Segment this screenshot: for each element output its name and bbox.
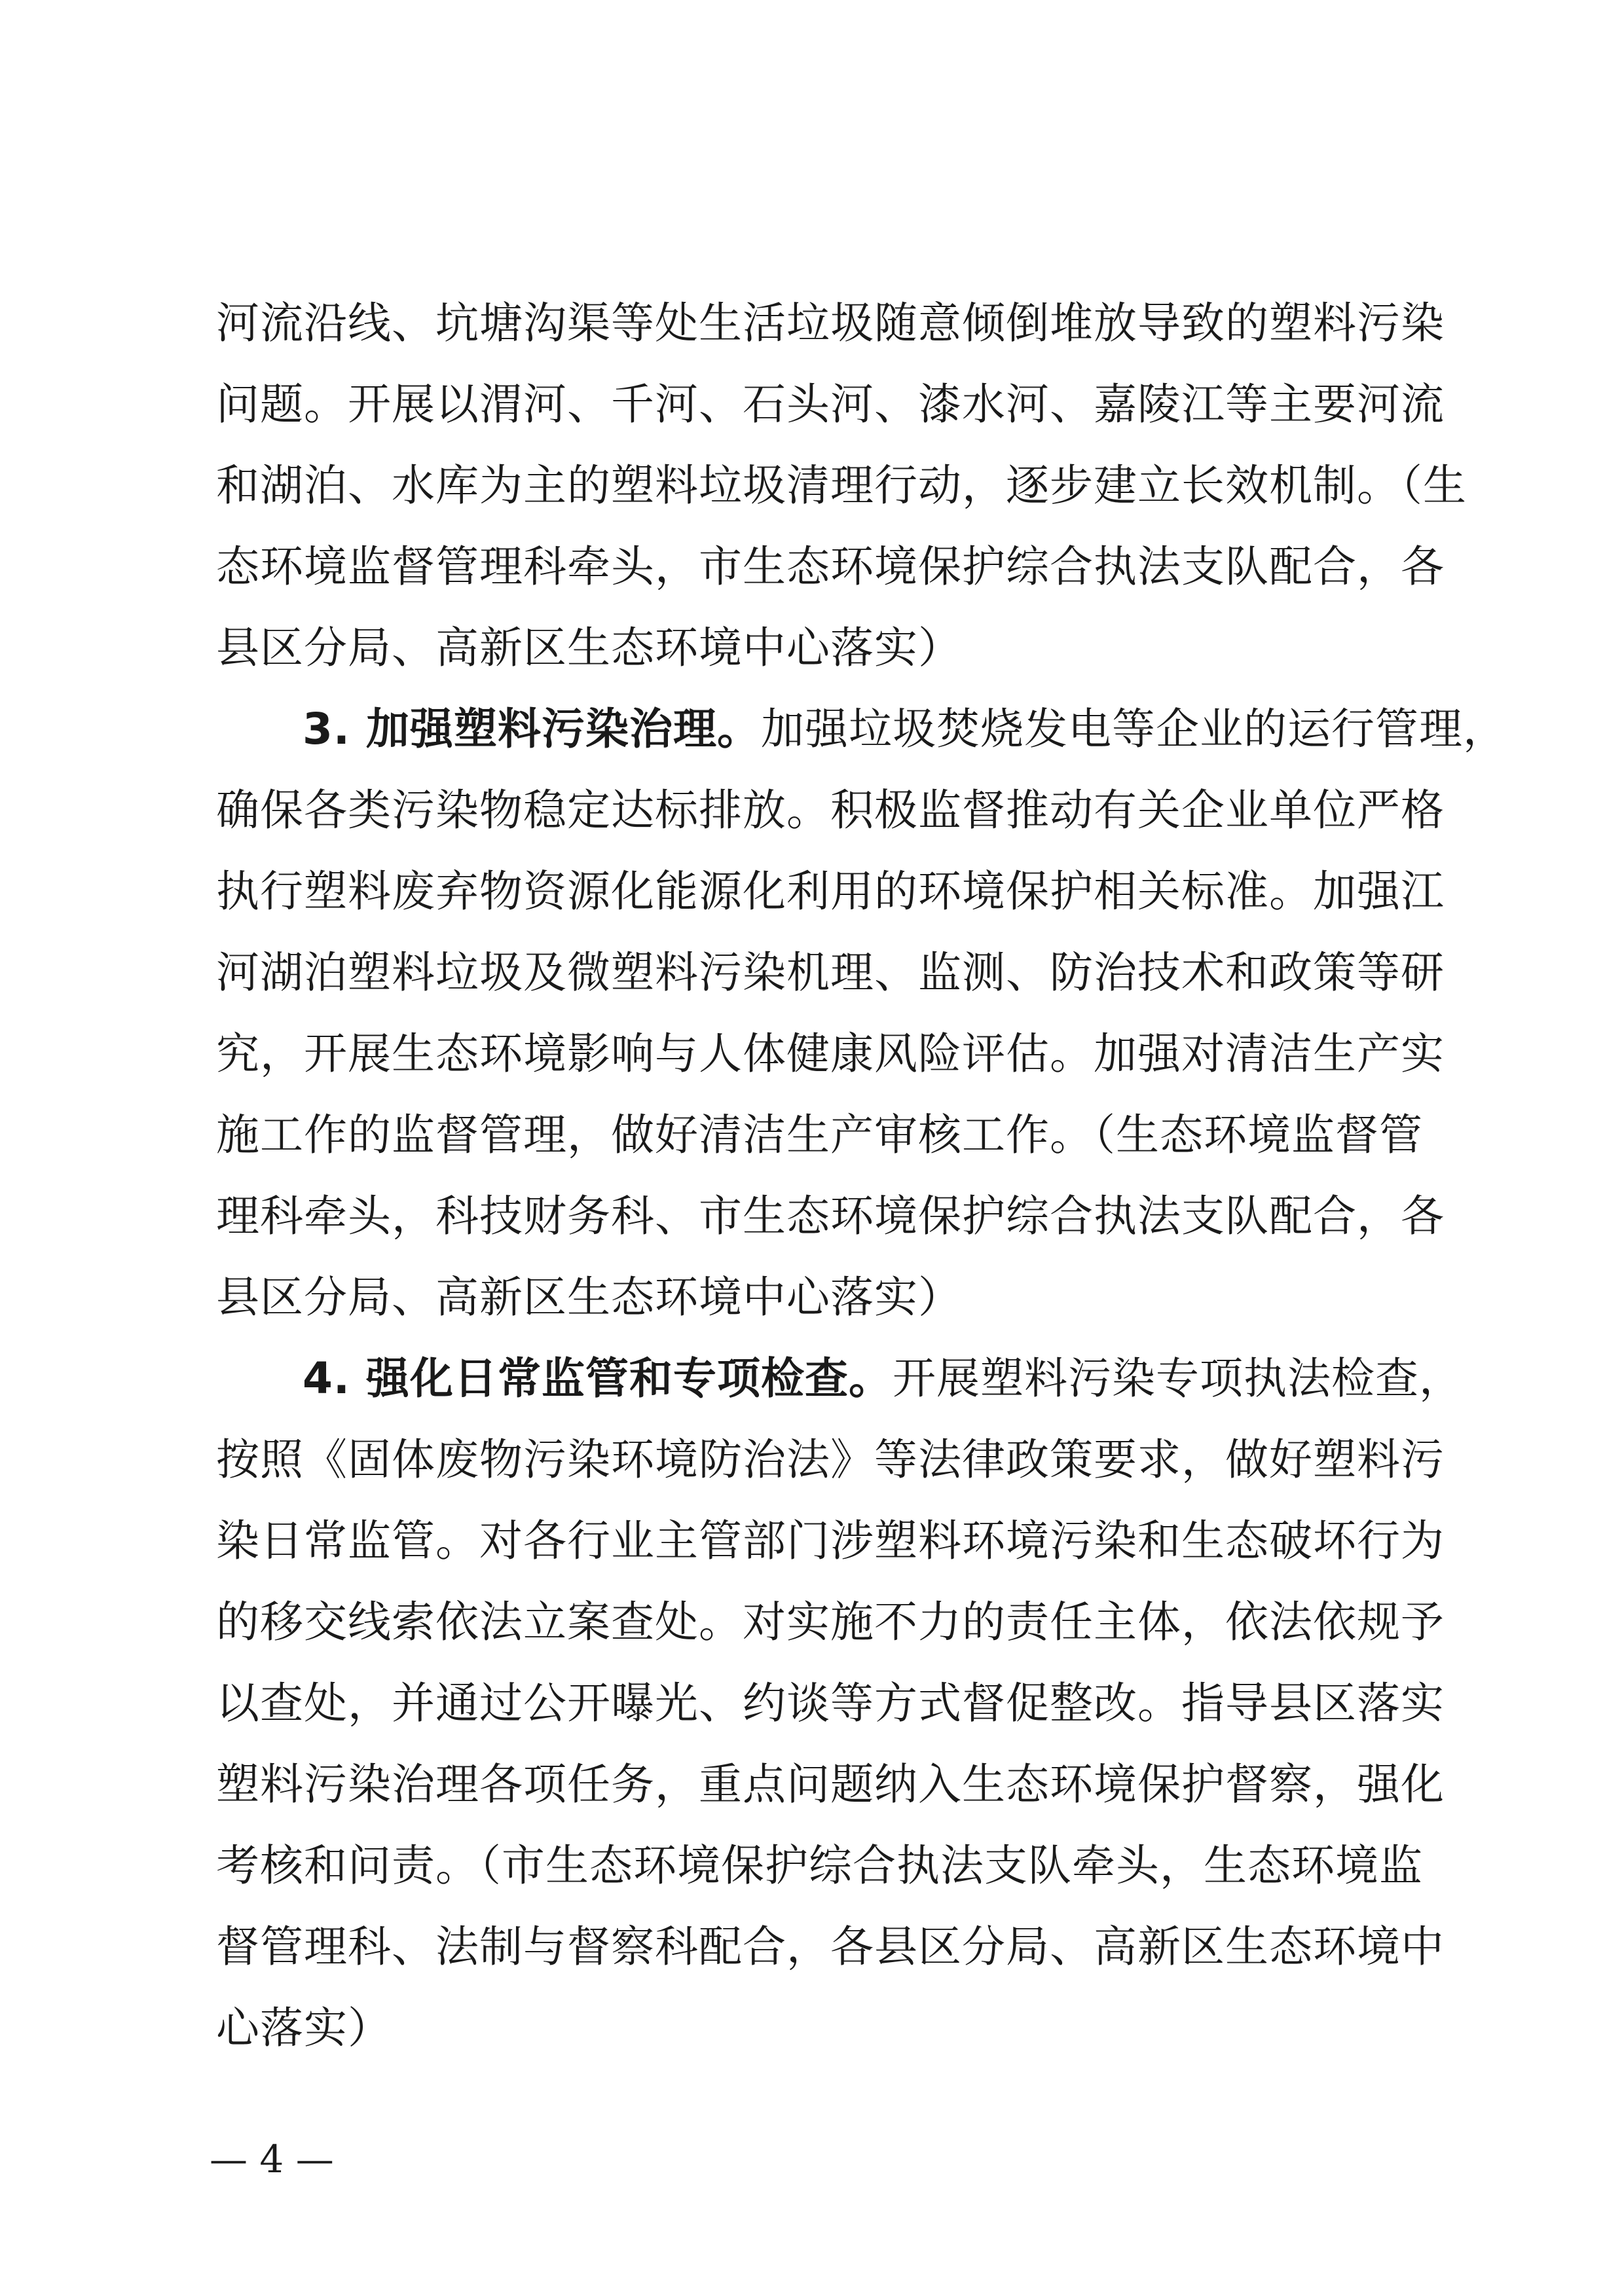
paragraph-line: 县区分局、高新区生态环境中心落实） bbox=[216, 1272, 962, 1322]
paragraph-line: 塑料污染治理各项任务，重点问题纳入生态环境保护督察，强化 bbox=[216, 1759, 1445, 1810]
paragraph-line: 究，开展生态环境影响与人体健康风险评估。加强对清洁生产实 bbox=[216, 1029, 1445, 1079]
paragraph-line: 理科牵头，科技财务科、市生态环境保护综合执法支队配合，各 bbox=[216, 1191, 1445, 1241]
paragraph-line: 心落实） bbox=[216, 2003, 392, 2053]
paragraph-line: 考核和问责。（市生态环境保护综合执法支队牵头，生态环境监 bbox=[216, 1840, 1423, 1891]
paragraph-line: 确保各类污染物稳定达标排放。积极监督推动有关企业单位严格 bbox=[216, 785, 1445, 835]
item-3-first-line bbox=[216, 689, 1507, 770]
paragraph-line: 执行塑料废弃物资源化能源化利用的环境保护相关标准。加强江 bbox=[216, 866, 1445, 917]
document-body bbox=[216, 283, 1507, 2069]
item-4-first-line bbox=[216, 1338, 1463, 1419]
item-4-first-line-text: 开展塑料污染专项执法检查， bbox=[892, 1353, 1463, 1404]
item-3-first-line-text: 加强垃圾焚烧发电等企业的运行管理， bbox=[760, 704, 1507, 754]
paragraph-line: 县区分局、高新区生态环境中心落实） bbox=[216, 623, 962, 673]
item-4-heading: 4. 强化日常监管和专项检查。 bbox=[303, 1353, 893, 1404]
paragraph-line: 河流沿线、坑塘沟渠等处生活垃圾随意倾倒堆放导致的塑料污染 bbox=[216, 298, 1445, 348]
item-3-heading: 3. 加强塑料污染治理。 bbox=[303, 704, 761, 754]
paragraph-line: 问题。开展以渭河、千河、石头河、漆水河、嘉陵江等主要河流 bbox=[216, 379, 1445, 429]
paragraph-line: 按照《固体废物污染环境防治法》等法律政策要求，做好塑料污 bbox=[216, 1434, 1445, 1485]
paragraph-line: 以查处，并通过公开曝光、约谈等方式督促整改。指导县区落实 bbox=[216, 1678, 1445, 1728]
paragraph-line: 染日常监管。对各行业主管部门涉塑料环境污染和生态破坏行为 bbox=[216, 1516, 1445, 1566]
paragraph-line: 态环境监督管理科牵头，市生态环境保护综合执法支队配合，各 bbox=[216, 541, 1445, 592]
page-number: — 4 — bbox=[210, 2137, 334, 2181]
paragraph-line: 河湖泊塑料垃圾及微塑料污染机理、监测、防治技术和政策等研 bbox=[216, 947, 1445, 998]
paragraph-line: 的移交线索依法立案查处。对实施不力的责任主体，依法依规予 bbox=[216, 1597, 1445, 1647]
paragraph-line: 和湖泊、水库为主的塑料垃圾清理行动，逐步建立长效机制。（生 bbox=[216, 460, 1467, 511]
paragraph-line: 施工作的监督管理，做好清洁生产审核工作。（生态环境监督管 bbox=[216, 1110, 1423, 1160]
paragraph-line: 督管理科、法制与督察科配合，各县区分局、高新区生态环境中 bbox=[216, 1922, 1445, 1972]
